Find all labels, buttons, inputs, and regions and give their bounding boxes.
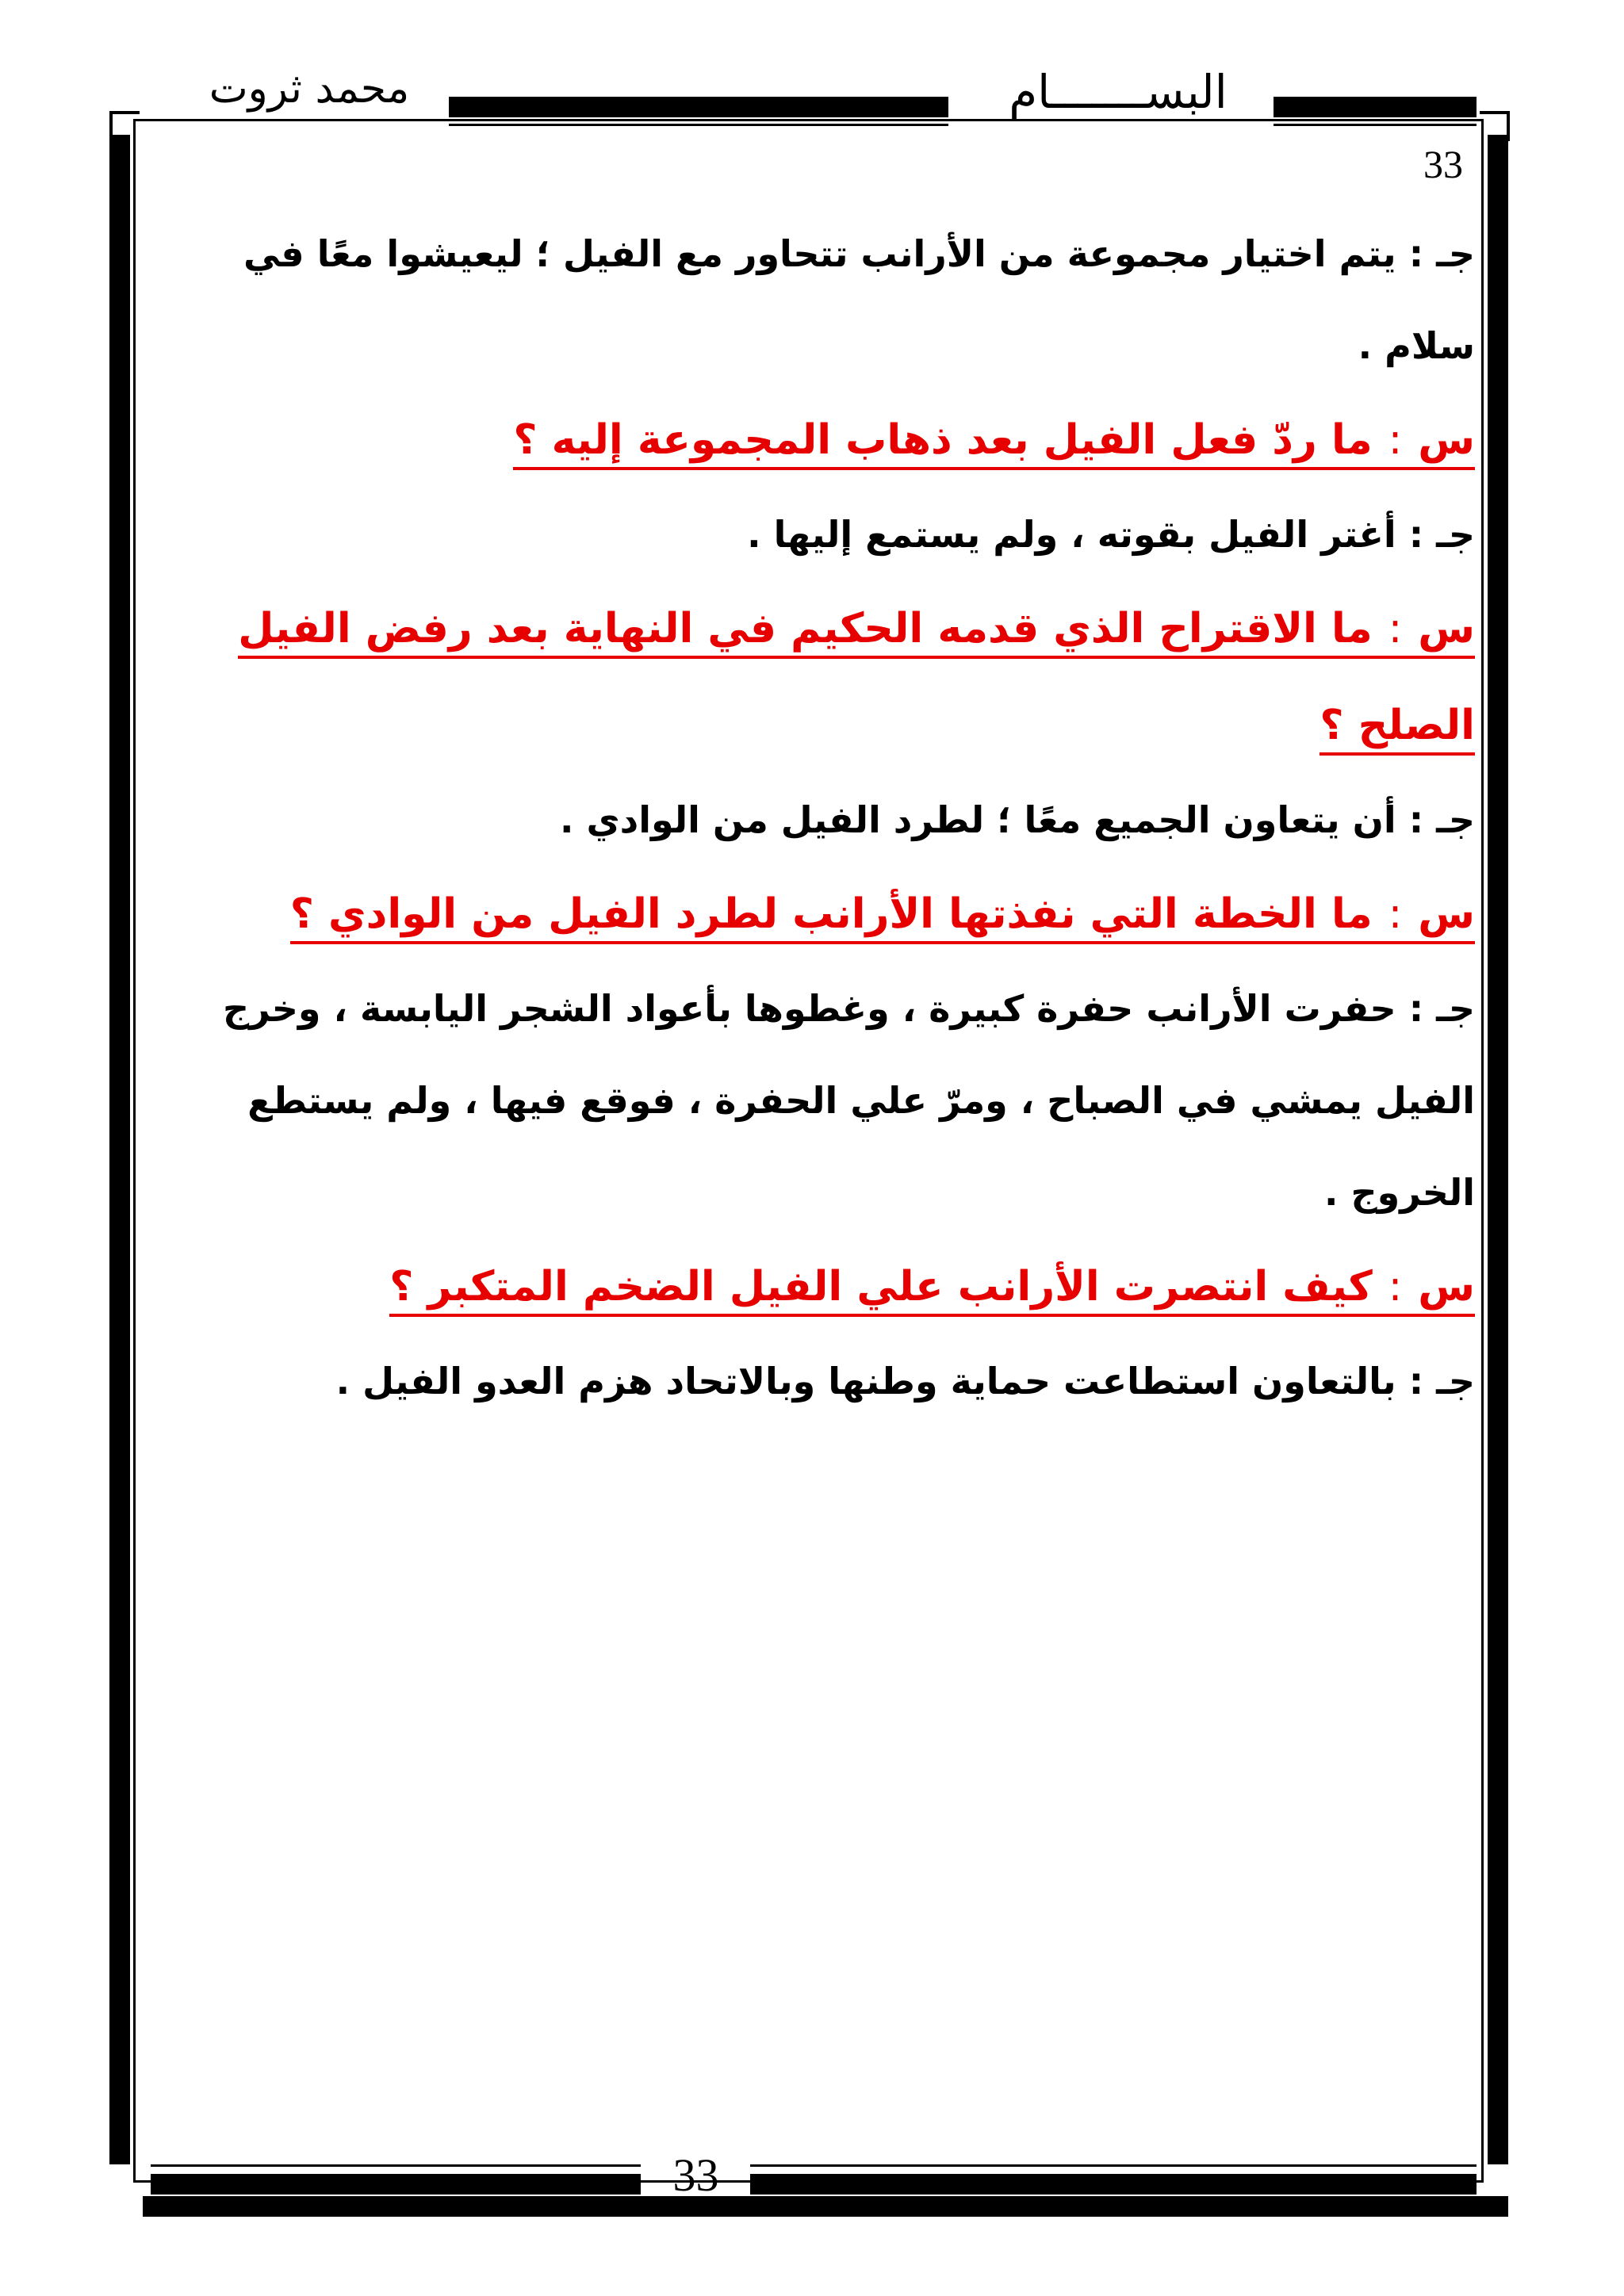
question-label: س [1418, 605, 1475, 652]
answer-line: جـ : بالتعاون استطاعت حماية وطنها وبالاتحاد هزم العدو الفيل . [335, 1360, 1475, 1402]
question-underlined [290, 890, 1475, 944]
frame-border-bottom [143, 2196, 1508, 2217]
answer-line: سلام . [1358, 324, 1475, 367]
header-author: محمد ثروت [209, 65, 410, 113]
question-text: الصلح [1358, 702, 1475, 749]
footer-rule [750, 2174, 1477, 2195]
answer-line: جـ : يتم اختيار مجموعة من الأرانب تتحاور مع الفيل ؛ ليعيشوا معًا في [243, 232, 1475, 275]
page-number-top: 33 [1423, 142, 1463, 186]
frame-border-left [109, 135, 130, 2164]
question-text: كيف انتصرت الأرانب علي الفيل الضخم المتكبر [427, 1263, 1373, 1311]
frame-line-left [133, 119, 136, 2180]
question-mark: ؟ [1320, 702, 1344, 749]
question-label: س [1418, 416, 1475, 464]
question-mark: ؟ [513, 416, 538, 464]
header-rule [1274, 97, 1477, 117]
header-thin-rule [449, 124, 948, 126]
footer-rule [151, 2174, 641, 2195]
question-mark: ؟ [389, 1263, 414, 1311]
question-text: ما الخطة التي نفذتها الأرانب لطرد الفيل من الوادي [327, 890, 1373, 938]
question-separator: : [1388, 605, 1403, 652]
question-separator: : [1388, 1263, 1403, 1311]
question-label: س [1418, 890, 1475, 938]
answer-line: الفيل يمشي في الصباح ، ومرّ علي الحفرة ، فوقع فيها ، ولم يستطع [247, 1079, 1475, 1122]
content-body [222, 208, 1475, 1427]
question-heading [238, 392, 1475, 488]
frame-line-top [133, 119, 1484, 121]
page-number-bottom: 33 [672, 2149, 719, 2201]
question-separator: : [1388, 890, 1403, 938]
question-heading [238, 866, 1475, 962]
frame-line-right [1481, 119, 1484, 2180]
answer-line: الخروج . [1323, 1171, 1475, 1214]
frame-corner-top-left [109, 111, 140, 141]
frame-border-right [1488, 135, 1508, 2164]
question-text: ما الاقتراح الذي قدمه الحكيم في النهاية بعد رفض الفيل [238, 605, 1373, 652]
question-label: س [1418, 1263, 1475, 1311]
question-heading-continued [238, 677, 1475, 774]
question-underlined [513, 416, 1475, 470]
question-separator: : [1388, 416, 1403, 464]
question-mark: ؟ [289, 890, 314, 938]
question-underlined [238, 605, 1475, 659]
answer-line: جـ : أغتر الفيل بقوته ، ولم يستمع إليها . [747, 513, 1475, 556]
footer-thin-rule [151, 2164, 641, 2167]
footer-thin-rule [750, 2164, 1477, 2167]
question-heading [238, 580, 1475, 677]
question-text: ما ردّ فعل الفيل بعد ذهاب المجموعة إليه [551, 416, 1373, 464]
frame-corner-top-right [1480, 111, 1510, 141]
header-rule [449, 97, 948, 117]
answer-line: جـ : حفرت الأرانب حفرة كبيرة ، وغطوها بأعواد الشجر اليابسة ، وخرج [222, 987, 1475, 1030]
answer-line: جـ : أن يتعاون الجميع معًا ؛ لطرد الفيل من الوادي . [560, 798, 1475, 841]
question-underlined [1320, 702, 1475, 756]
header-title: البســـــــام [1009, 65, 1228, 119]
question-underlined [389, 1263, 1475, 1317]
question-heading [238, 1238, 1475, 1335]
header-thin-rule [1274, 124, 1477, 126]
